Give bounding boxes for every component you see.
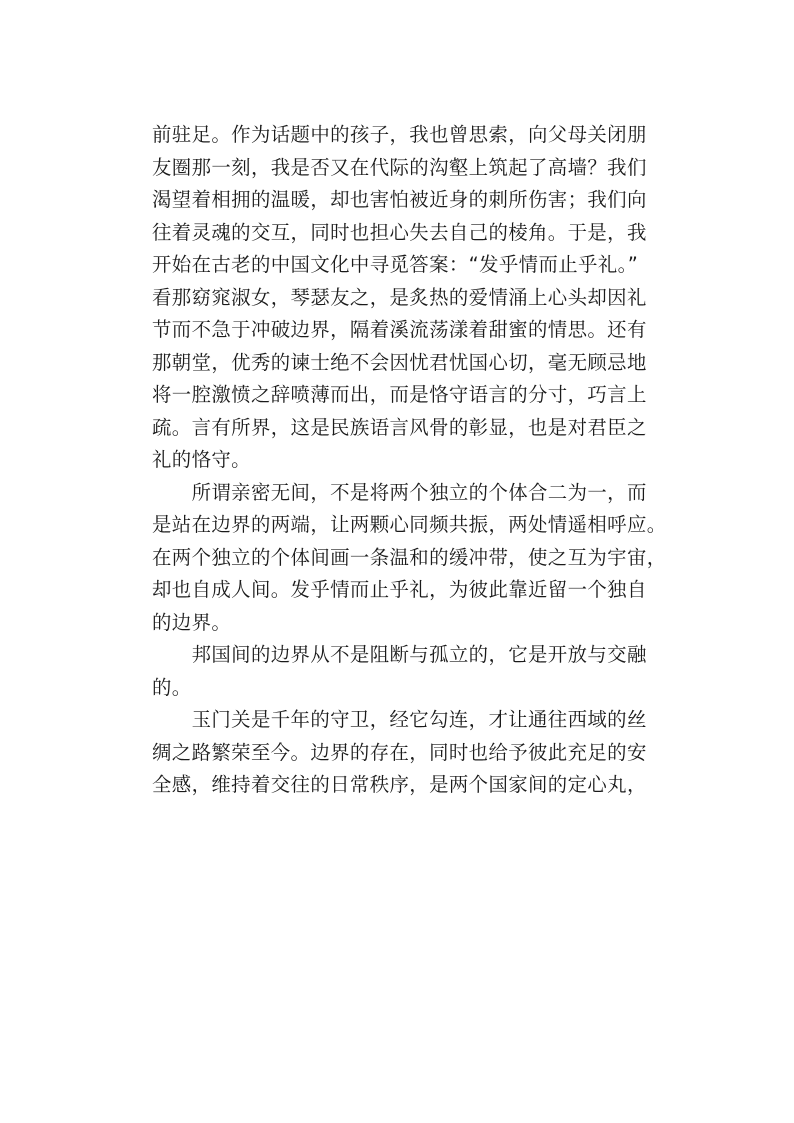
text-line: 玉门关是千年的守卫，经它勾连，才让通往西域的丝 [152,708,647,731]
text-line: 那朝堂，优秀的谏士绝不会因忧君忧国心切，毫无顾忌地 [152,350,647,374]
text-line: 渴望着相拥的温暖，却也害怕被近身的刺所伤害；我们向 [152,188,647,211]
text-line: 礼的恪守。 [152,448,251,471]
text-line: 是站在边界的两端，让两颗心同频共振，两处情遥相呼应。 [152,513,667,536]
text-line: 却也自成人间。发乎情而止乎礼，为彼此靠近留一个独自 [152,578,647,601]
text-line: 的。 [152,675,192,699]
essay-text [152,119,667,802]
text-line: 在两个独立的个体间画一条温和的缓冲带，使之互为宇宙， [152,545,667,569]
text-line: 将一腔激愤之辞喷薄而出，而是恪守语言的分寸，巧言上 [152,383,647,406]
text-line: 开始在古老的中国文化中寻觅答案：“发乎情而止乎礼。” [152,253,639,276]
text-line: 往着灵魂的交互，同时也担心失去自己的棱角。于是，我 [152,220,647,244]
text-line: 疏。言有所界，这是民族语言风骨的彰显，也是对君臣之 [152,415,647,439]
text-line: 看那窈窕淑女，琴瑟友之，是炙热的爱情涌上心头却因礼 [152,285,647,309]
text-line: 邦国间的边界从不是阻断与孤立的，它是开放与交融 [152,643,647,666]
text-line: 节而不急于冲破边界，隔着溪流荡漾着甜蜜的情思。还有 [152,318,647,341]
text-line: 绸之路繁荣至今。边界的存在，同时也给予彼此充足的安 [152,740,647,764]
text-line: 前驻足。作为话题中的孩子，我也曾思索，向父母关闭朋 [152,123,647,146]
text-line: 的边界。 [152,610,232,634]
text-line: 友圈那一刻，我是否又在代际的沟壑上筑起了高墙？我们 [152,155,647,179]
text-line: 全感，维持着交往的日常秩序，是两个国家间的定心丸， [152,773,647,796]
text-line: 所谓亲密无间，不是将两个独立的个体合二为一，而 [152,480,647,504]
